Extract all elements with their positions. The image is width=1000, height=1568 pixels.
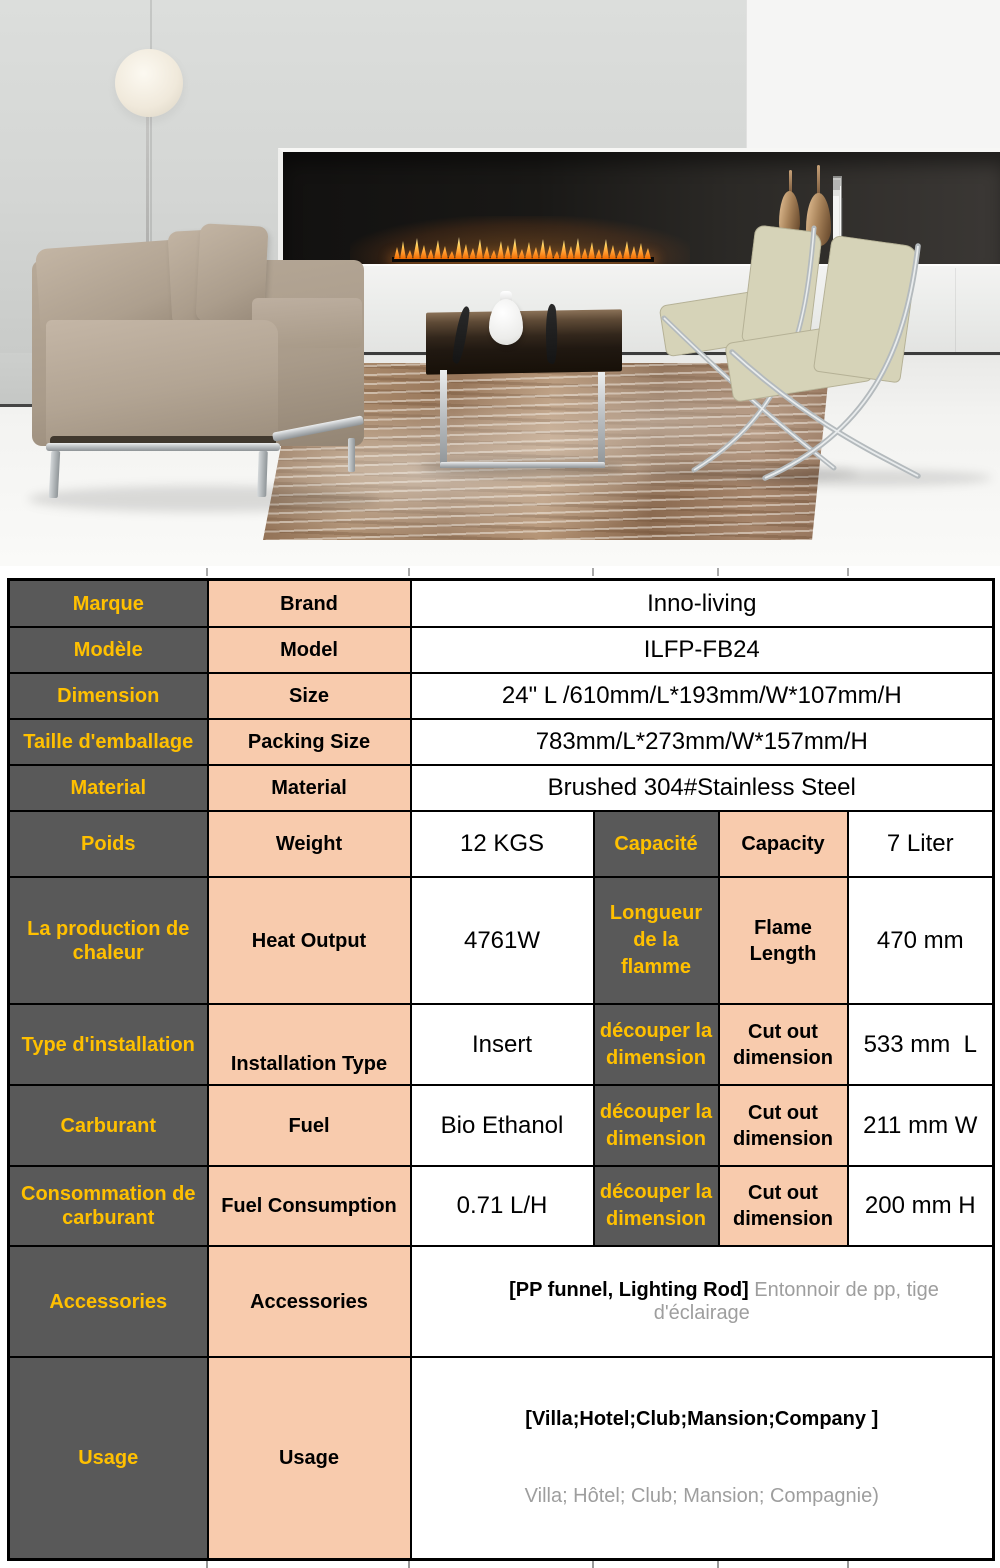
table-row xyxy=(9,1357,994,1560)
label-en-flame-length: Flame Length xyxy=(719,877,848,1004)
product-photo xyxy=(0,0,1000,566)
label-en-model: Model xyxy=(208,627,411,673)
table-row xyxy=(9,719,994,765)
sofa-front xyxy=(46,320,278,444)
usage-fr-text: Villa; Hôtel; Club; Mansion; Compagnie) xyxy=(524,1485,879,1507)
barcelona-chair-frame xyxy=(700,238,1000,488)
label-fr-fuel: Carburant xyxy=(9,1085,208,1166)
table-row xyxy=(9,627,994,673)
coffee-table-base-rail xyxy=(440,462,605,468)
label-fr-usage: Usage xyxy=(9,1357,208,1560)
label-fr-fuel-consumption: Consommation de carburant xyxy=(9,1166,208,1246)
table-row xyxy=(9,673,994,719)
value-accessories xyxy=(411,1246,994,1357)
label-en-cutout-h: Cut out dimension xyxy=(719,1166,848,1246)
label-en-cutout-l: Cut out dimension xyxy=(719,1004,848,1085)
table-row xyxy=(9,580,994,628)
table-row xyxy=(9,877,994,1004)
label-en-installation: Installation Type xyxy=(208,1004,411,1085)
value-material: Brushed 304#Stainless Steel xyxy=(411,765,994,811)
label-fr-accessories: Accessories xyxy=(9,1246,208,1357)
value-capacity: 7 Liter xyxy=(848,811,994,877)
label-en-size: Size xyxy=(208,673,411,719)
fireplace-flames xyxy=(394,233,654,259)
label-en-cutout-w: Cut out dimension xyxy=(719,1085,848,1166)
accessories-fr-text: Entonnoir de pp, tige d'éclairage xyxy=(653,1278,945,1324)
label-fr-material: Material xyxy=(9,765,208,811)
label-en-usage: Usage xyxy=(208,1357,411,1560)
partial-row-below xyxy=(0,1561,1000,1568)
value-fuel: Bio Ethanol xyxy=(411,1085,594,1166)
label-fr-cutout-h: découper la dimension xyxy=(594,1166,719,1246)
value-usage xyxy=(411,1357,994,1560)
label-fr-brand: Marque xyxy=(9,580,208,628)
floor-lamp-globe xyxy=(115,49,183,117)
label-en-accessories: Accessories xyxy=(208,1246,411,1357)
value-size: 24" L /610mm/L*193mm/W*107mm/H xyxy=(411,673,994,719)
usage-en-text: [Villa;Hotel;Club;Mansion;Company ] xyxy=(525,1408,879,1430)
table-row xyxy=(9,765,994,811)
label-fr-size: Dimension xyxy=(9,673,208,719)
sofa-leg xyxy=(348,438,355,472)
value-packing: 783mm/L*273mm/W*157mm/H xyxy=(411,719,994,765)
label-en-fuel-consumption: Fuel Consumption xyxy=(208,1166,411,1246)
label-en-fuel: Fuel xyxy=(208,1085,411,1166)
table-row xyxy=(9,1004,994,1085)
label-en-brand: Brand xyxy=(208,580,411,628)
value-cutout-h: 200 mm H xyxy=(848,1166,994,1246)
value-model: ILFP-FB24 xyxy=(411,627,994,673)
sofa-chrome-rail xyxy=(46,443,280,451)
label-fr-capacity: Capacité xyxy=(594,811,719,877)
bronze-vase-neck xyxy=(817,165,820,195)
table-row xyxy=(9,1085,994,1166)
value-heat-output: 4761W xyxy=(411,877,594,1004)
table-row xyxy=(9,1246,994,1357)
sofa-leg xyxy=(257,451,268,497)
label-en-heat-output: Heat Output xyxy=(208,877,411,1004)
wall-upper-right-panel xyxy=(746,0,1000,150)
label-fr-heat-output: La production de chaleur xyxy=(9,877,208,1004)
accessories-en-text: [PP funnel, Lighting Rod] xyxy=(509,1278,749,1301)
label-en-capacity: Capacity xyxy=(719,811,848,877)
table-row xyxy=(9,811,994,877)
value-cutout-w: 211 mm W xyxy=(848,1085,994,1166)
label-fr-flame-length: Longueur de la flamme xyxy=(594,877,719,1004)
partial-row-above xyxy=(0,566,1000,578)
label-fr-cutout-l: découper la dimension xyxy=(594,1004,719,1085)
value-fuel-consumption: 0.71 L/H xyxy=(411,1166,594,1246)
floor-lamp-stem xyxy=(146,112,149,262)
label-fr-model: Modèle xyxy=(9,627,208,673)
label-en-packing: Packing Size xyxy=(208,719,411,765)
bronze-vase-neck xyxy=(789,170,792,193)
coffee-table-leg xyxy=(440,370,447,468)
label-fr-cutout-w: découper la dimension xyxy=(594,1085,719,1166)
spec-table xyxy=(7,578,995,1561)
coffee-table-leg xyxy=(598,372,605,468)
value-cutout-l: 533 mm L xyxy=(848,1004,994,1085)
label-en-weight: Weight xyxy=(208,811,411,877)
value-brand: Inno-living xyxy=(411,580,994,628)
value-flame-length: 470 mm xyxy=(848,877,994,1004)
label-fr-installation: Type d'installation xyxy=(9,1004,208,1085)
label-fr-weight: Poids xyxy=(9,811,208,877)
value-weight: 12 KGS xyxy=(411,811,594,877)
label-fr-packing: Taille d'emballage xyxy=(9,719,208,765)
value-installation: Insert xyxy=(411,1004,594,1085)
sofa-shadow xyxy=(28,486,378,512)
table-row xyxy=(9,1166,994,1246)
label-en-material: Material xyxy=(208,765,411,811)
